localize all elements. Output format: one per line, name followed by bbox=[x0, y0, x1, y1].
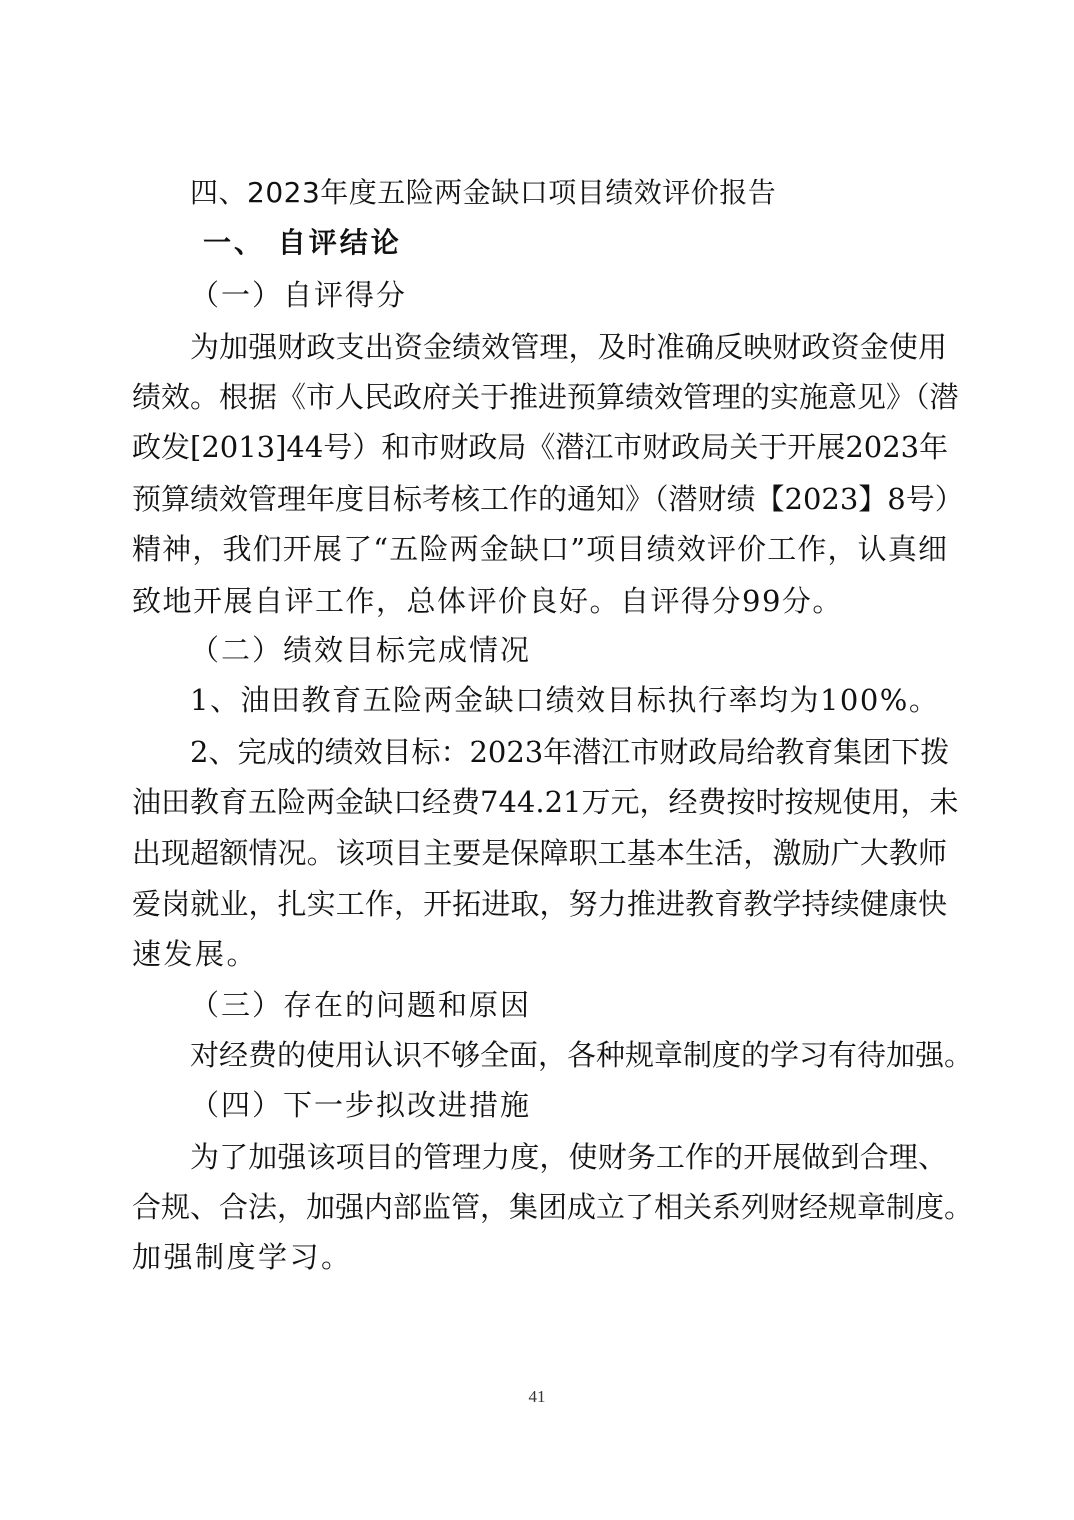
paragraph-line: 精神，我们开展了“五险两金缺口”项目绩效评价工作，认真细 bbox=[132, 532, 947, 566]
paragraph-line: 2、完成的绩效目标：2023年潜江市财政局给教育集团下拨 bbox=[190, 735, 950, 769]
paragraph-line: 预算绩效管理年度目标考核工作的通知》（潜财绩【2023】8号） bbox=[132, 482, 964, 516]
paragraph-line: 出现超额情况。该项目主要是保障职工基本生活，激励广大教师 bbox=[132, 836, 947, 870]
paragraph-line: 对经费的使用认识不够全面，各种规章制度的学习有待加强。 bbox=[190, 1038, 974, 1072]
subsection-heading-4: （四）下一步拟改进措施 bbox=[190, 1088, 532, 1122]
paragraph-line: 致地开展自评工作，总体评价良好。自评得分99分。 bbox=[132, 584, 843, 618]
paragraph-line: 速发展。 bbox=[132, 937, 259, 971]
paragraph-line: 绩效。根据《市人民政府关于推进预算绩效管理的实施意见》（潜 bbox=[132, 380, 959, 414]
paragraph-line: 油田教育五险两金缺口经费744.21万元，经费按时按规使用，未 bbox=[132, 785, 959, 819]
paragraph-line: 加强制度学习。 bbox=[132, 1240, 353, 1274]
list-item-1: 1、油田教育五险两金缺口绩效目标执行率均为100%。 bbox=[190, 683, 940, 717]
document-title: 四、2023年度五险两金缺口项目绩效评价报告 bbox=[190, 176, 777, 209]
subsection-heading-3: （三）存在的问题和原因 bbox=[190, 988, 532, 1022]
page-number: 41 bbox=[528, 1387, 546, 1406]
paragraph-line: 政发[2013]44号）和市财政局《潜江市财政局关于开展2023年 bbox=[132, 430, 949, 464]
subsection-heading-1: （一）自评得分 bbox=[190, 278, 408, 312]
paragraph-line: 爱岗就业，扎实工作，开拓进取，努力推进教育教学持续健康快 bbox=[132, 887, 947, 921]
paragraph-line: 为了加强该项目的管理力度，使财务工作的开展做到合理、 bbox=[190, 1140, 947, 1174]
paragraph-line: 合规、合法，加强内部监管，集团成立了相关系列财经规章制度。 bbox=[132, 1190, 974, 1224]
paragraph-line: 为加强财政支出资金绩效管理，及时准确反映财政资金使用 bbox=[190, 330, 947, 364]
section-heading: 一、 自评结论 bbox=[203, 226, 402, 259]
subsection-heading-2: （二）绩效目标完成情况 bbox=[190, 633, 532, 667]
